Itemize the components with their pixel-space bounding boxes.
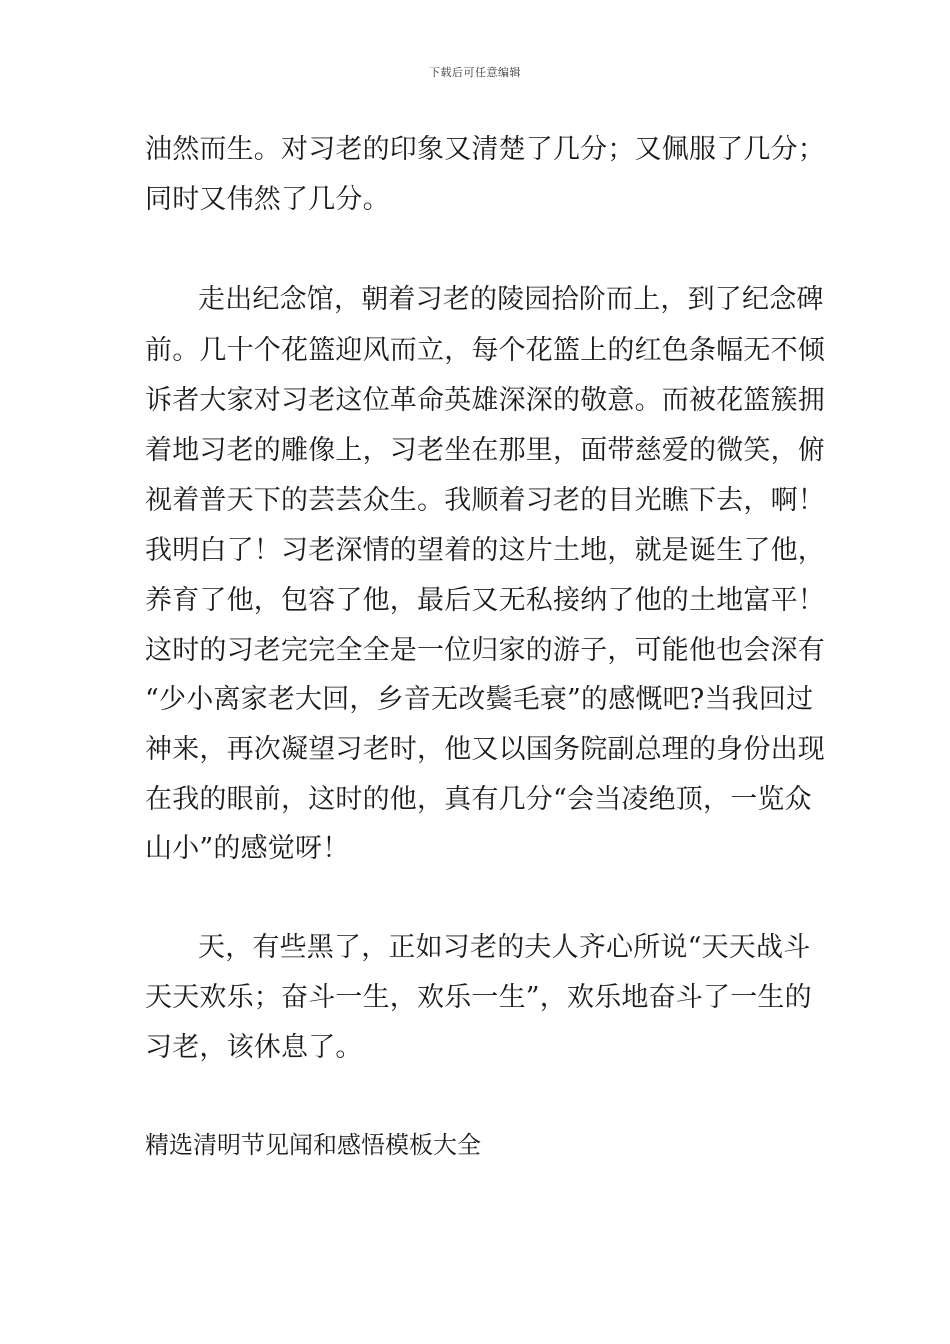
paragraph-2-line-4: 着地习老的雕像上，习老坐在那里，面带慈爱的微笑，俯 (145, 435, 825, 466)
paragraph-2-line-9: “少小离家老大回，乡音无改鬓毛衰”的感慨吧?当我回过 (145, 684, 814, 715)
header-note: 下载后可任意编辑 (429, 66, 521, 79)
paragraph-2-line-2: 前。几十个花篮迎风而立，每个花篮上的红色条幅无不倾 (145, 335, 825, 366)
paragraph-2-line-12: 山小”的感觉呀！ (145, 833, 350, 864)
paragraph-3-line-1: 天，有些黑了，正如习老的夫人齐心所说“天天战斗 (198, 932, 811, 963)
section-heading: 精选清明节见闻和感悟模板大全 (145, 1131, 481, 1159)
paragraph-2-line-1: 走出纪念馆，朝着习老的陵园拾阶而上，到了纪念碑 (198, 284, 824, 315)
paragraph-1-line-1: 油然而生。对习老的印象又清楚了几分；又佩服了几分； (145, 134, 825, 165)
paragraph-2-line-11: 在我的眼前，这时的他，真有几分“会当凌绝顶，一览众 (145, 784, 812, 815)
paragraph-2-line-3: 诉者大家对习老这位革命英雄深深的敬意。而被花篮簇拥 (145, 385, 825, 416)
paragraph-2-line-6: 我明白了！习老深情的望着的这片土地，就是诞生了他， (145, 535, 825, 566)
paragraph-3-line-3: 习老，该休息了。 (145, 1032, 363, 1063)
paragraph-2-line-7: 养育了他，包容了他，最后又无私接纳了他的土地富平！ (145, 585, 825, 616)
paragraph-2-line-10: 神来，再次凝望习老时，他又以国务院副总理的身份出现 (145, 734, 825, 765)
paragraph-2-line-8: 这时的习老完完全全是一位归家的游子，可能他也会深有 (145, 635, 825, 666)
paragraph-2-line-5: 视着普天下的芸芸众生。我顺着习老的目光瞧下去，啊！ (145, 485, 825, 516)
paragraph-1-line-2: 同时又伟然了几分。 (145, 184, 390, 215)
paragraph-3-line-2: 天天欢乐；奋斗一生，欢乐一生”，欢乐地奋斗了一生的 (145, 982, 812, 1013)
